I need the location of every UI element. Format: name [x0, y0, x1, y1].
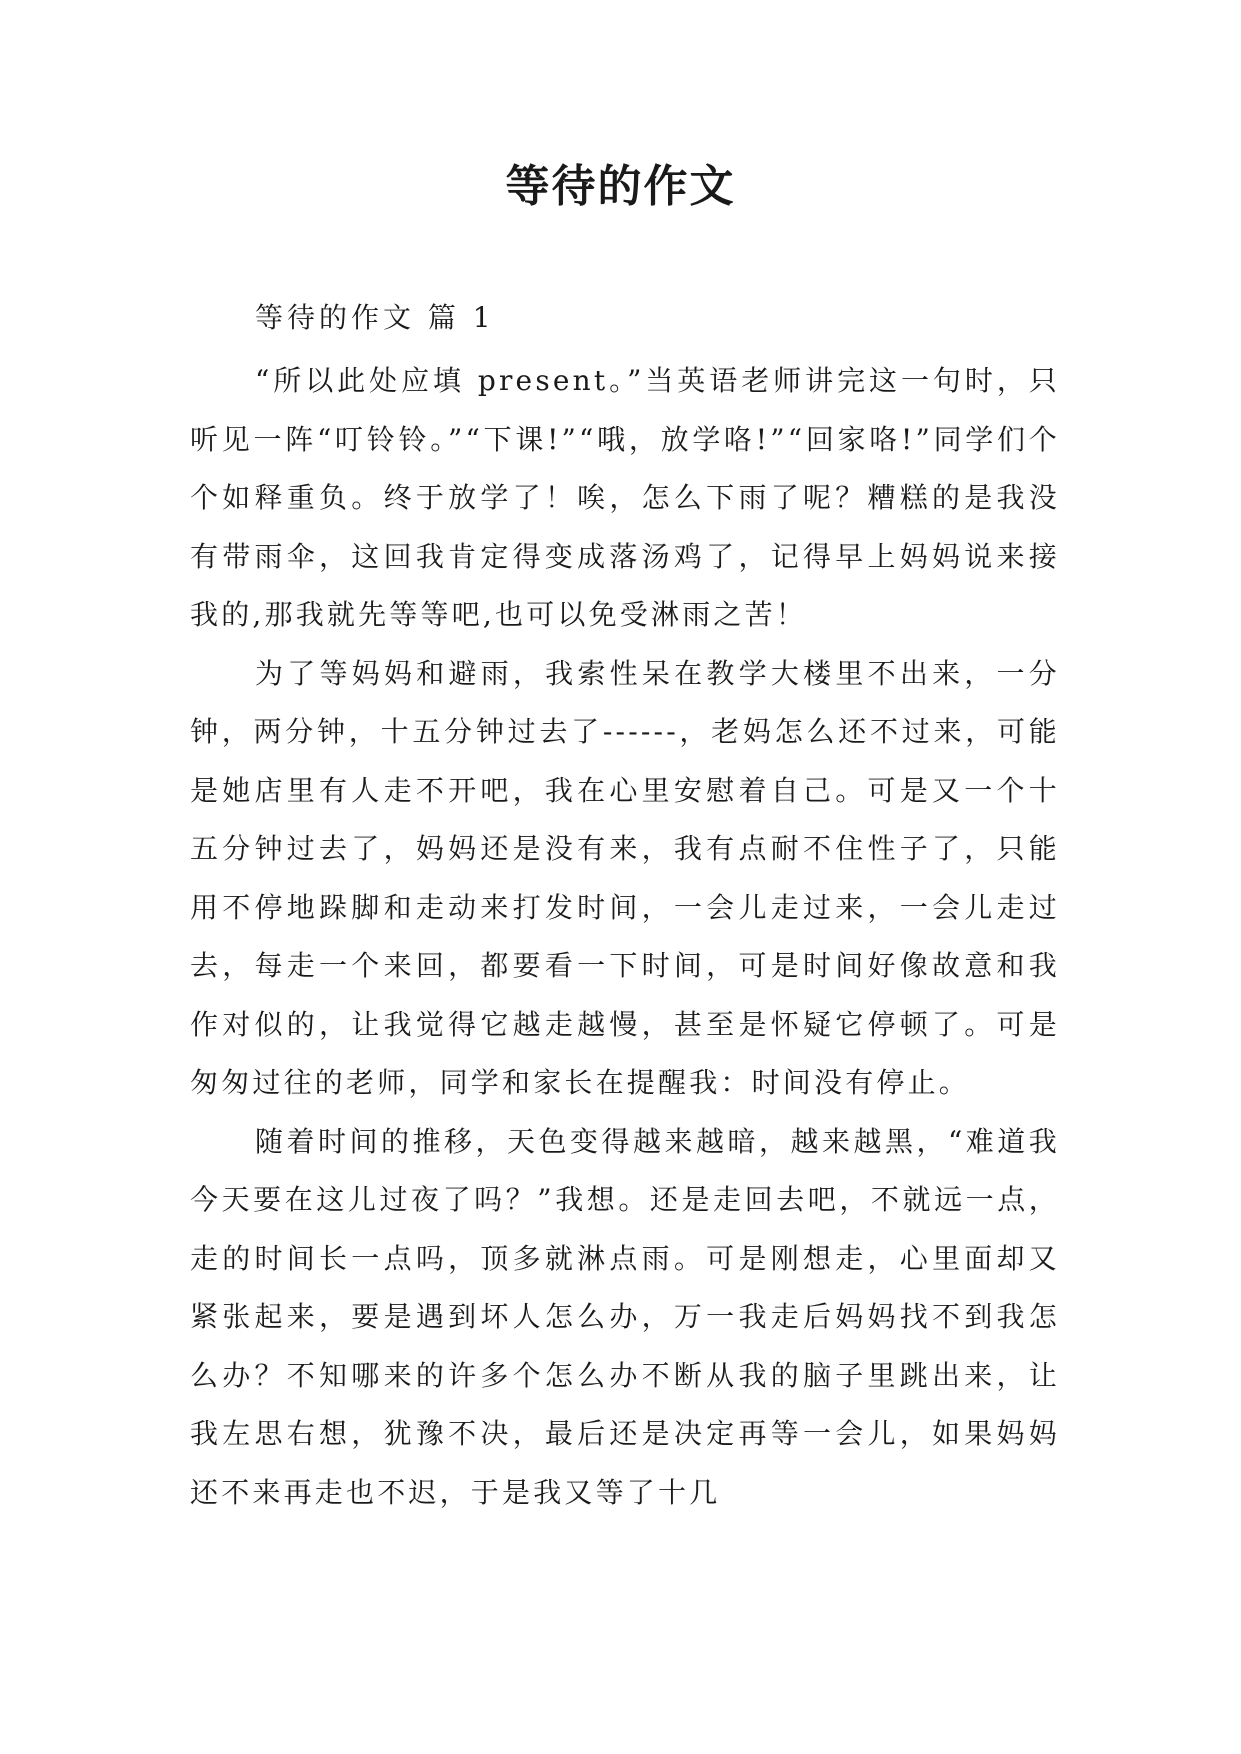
paragraph-3: 随着时间的推移，天色变得越来越暗，越来越黑，“难道我今天要在这儿过夜了吗？”我想。还是走回去吧，不就远一点，走的时间长一点吗，顶多就淋点雨。可是刚想走，心里面却又紧张起来，要是遇到坏人怎么办，万一我走后妈妈找不到我怎么办？不知哪来的许多个怎么办不断从我的脑子里跳出来，让我左思右想，犹豫不决，最后还是决定再等一会儿，如果妈妈还不来再走也不迟，于是我又等了十几	[190, 1124, 1060, 1509]
paragraph-1: “所以此处应填 present。”当英语老师讲完这一句时，只听见一阵“叮铃铃。”“下课!”“哦，放学咯!”“回家咯!”同学们个个如释重负。终于放学了！唉，怎么下雨了呢？糟糕的是我没有带雨伞，这回我肯定得变成落汤鸡了，记得早上妈妈说来接我的,那我就先等等吧,也可以免受淋雨之苦！	[190, 364, 1060, 631]
section-heading: 等待的作文 篇 1	[255, 301, 495, 334]
document-title: 等待的作文	[505, 161, 736, 212]
paragraph-2: 为了等妈妈和避雨，我索性呆在教学大楼里不出来，一分钟，两分钟，十五分钟过去了------，老妈怎么还不过来，可能是她店里有人走不开吧，我在心里安慰着自己。可是又一个十五分钟过去了，妈妈还是没有来，我有点耐不住性子了，只能用不停地跺脚和走动来打发时间，一会儿走过来，一会儿走过去，每走一个来回，都要看一下时间，可是时间好像故意和我作对似的，让我觉得它越走越慢，甚至是怀疑它停顿了。可是匆匆过往的老师，同学和家长在提醒我：时间没有停止。	[190, 656, 1060, 1099]
document-body	[190, 290, 1060, 1522]
